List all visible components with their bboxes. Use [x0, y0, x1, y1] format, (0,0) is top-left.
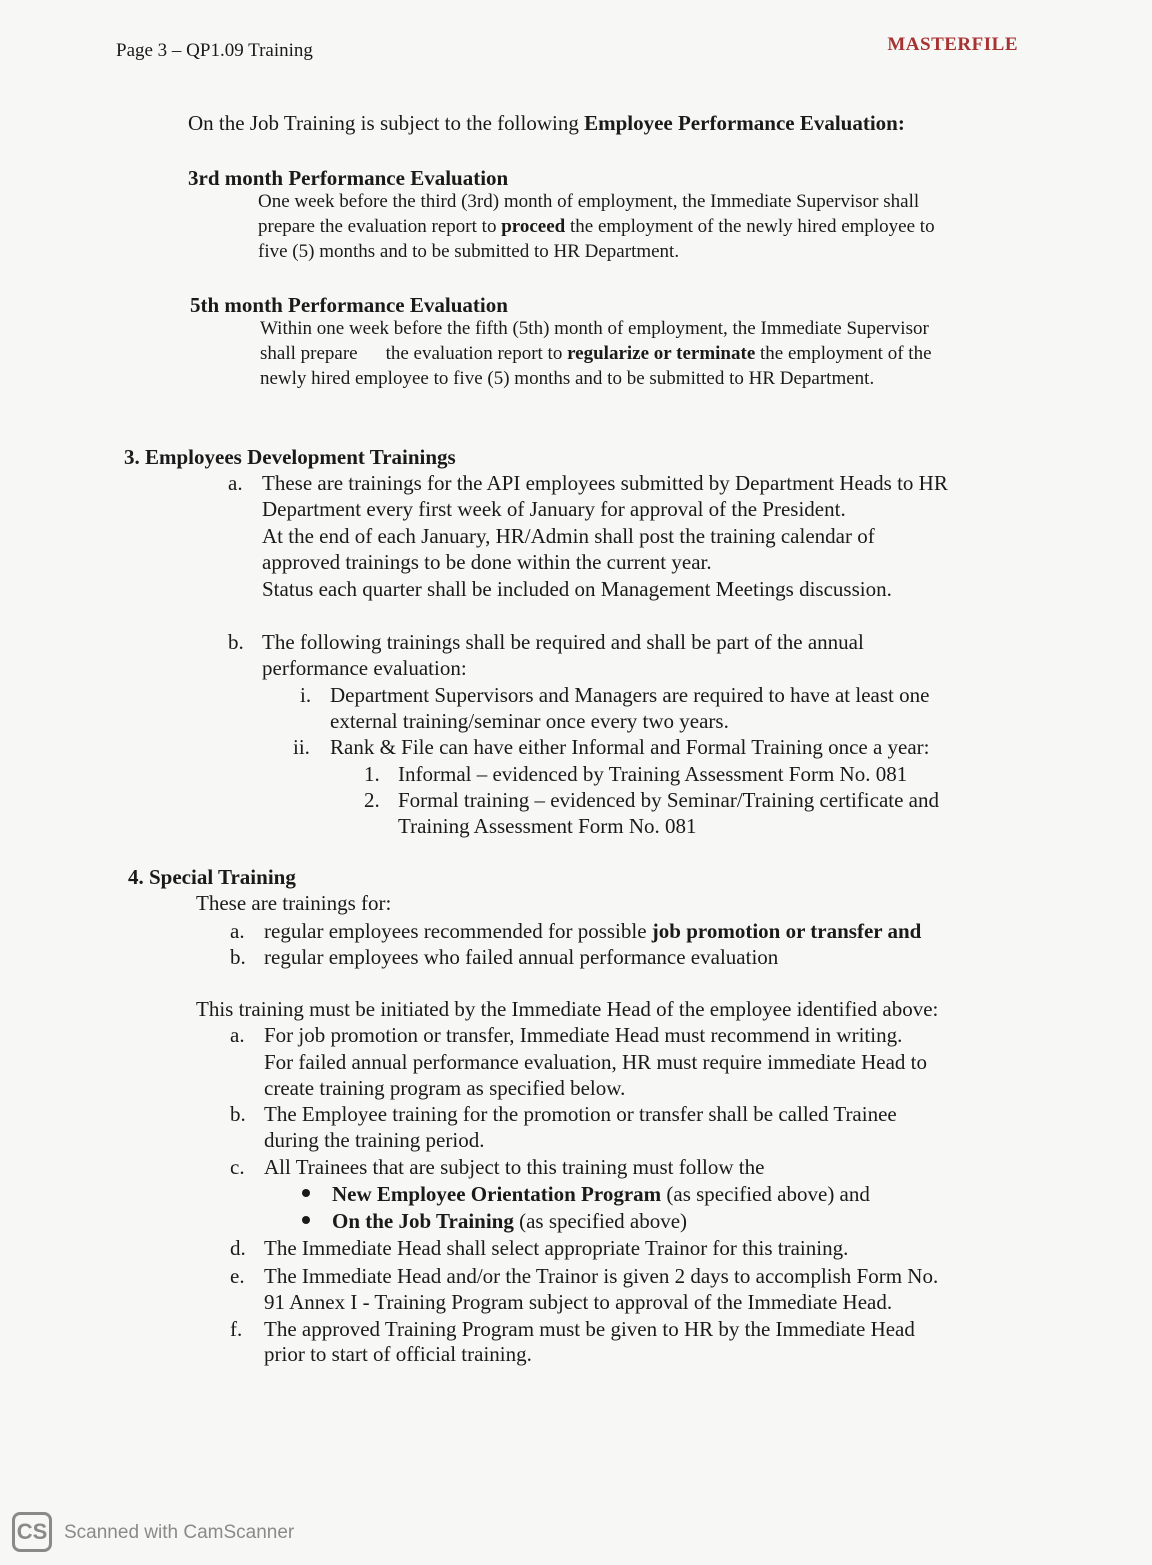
m5-line-1: Within one week before the fifth (5th) month of employment, the Immediate Supervisor: [260, 318, 929, 339]
m5-line-2: shall prepare the evaluation report to regularize or terminate the employment of the: [260, 343, 932, 364]
sec4-if-marker: f.: [230, 1317, 243, 1341]
sec4-ic-line-1: All Trainees that are subject to this training must follow the: [264, 1155, 765, 1179]
sec3-b-marker: b.: [228, 630, 244, 654]
sec4-ia-line-1: For job promotion or transfer, Immediate Head must recommend in writing.: [264, 1023, 903, 1047]
sec3-a-marker: a.: [228, 471, 243, 495]
sec3-i-line-1: Department Supervisors and Managers are required to have at least one: [330, 683, 930, 707]
sec3-a-line-3: At the end of each January, HR/Admin shall post the training calendar of: [262, 524, 875, 548]
sec3-n2-marker: 2.: [364, 788, 380, 812]
sec3-n1-line-1: Informal – evidenced by Training Assessment Form No. 081: [398, 762, 908, 786]
sec3-i-line-2: external training/seminar once every two years.: [330, 709, 729, 733]
sec4-ia-line-3: create training program as specified below.: [264, 1076, 626, 1100]
m3-title: 3rd month Performance Evaluation: [188, 166, 509, 190]
sec4-id-marker: d.: [230, 1236, 246, 1260]
sec4-ic-marker: c.: [230, 1155, 245, 1179]
sec3-b-line-2: performance evaluation:: [262, 656, 467, 680]
m3-line-3: five (5) months and to be submitted to HR Department.: [258, 241, 680, 262]
bullet-2-icon: [302, 1216, 310, 1224]
sec3-a-line-4: approved trainings to be done within the current year.: [262, 550, 712, 574]
sec3-n2-line-2: Training Assessment Form No. 081: [398, 814, 697, 838]
sec4-id-line-1: The Immediate Head shall select appropriate Trainor for this training.: [264, 1236, 849, 1260]
sec4-b-marker: b.: [230, 945, 246, 969]
sec3-a-line-2: Department every first week of January for approval of the President.: [262, 497, 846, 521]
sec4-ia-line-2: For failed annual performance evaluation, HR must require immediate Head to: [264, 1050, 928, 1074]
sec4-bullet-2: On the Job Training (as specified above): [332, 1209, 688, 1233]
sec4-ib-marker: b.: [230, 1102, 246, 1126]
sec4-ie-marker: e.: [230, 1264, 245, 1288]
sec3-n2-line-1: Formal training – evidenced by Seminar/Training certificate and: [398, 788, 939, 812]
sec4-b-line: regular employees who failed annual performance evaluation: [264, 945, 779, 969]
sec4-if-line-1: The approved Training Program must be given to HR by the Immediate Head: [264, 1317, 915, 1341]
camscanner-logo: CS: [12, 1512, 52, 1552]
sec4-ib-line-1: The Employee training for the promotion or transfer shall be called Trainee: [264, 1102, 897, 1126]
sec4-ia-marker: a.: [230, 1023, 245, 1047]
sec4-ie-line-1: The Immediate Head and/or the Trainor is given 2 days to accomplish Form No.: [264, 1264, 939, 1288]
sec3-a-line-1: These are trainings for the API employees submitted by Department Heads to HR: [262, 471, 948, 495]
m3-line-1: One week before the third (3rd) month of employment, the Immediate Supervisor shall: [258, 191, 920, 212]
sec4-title: 4. Special Training: [128, 865, 296, 889]
camscanner-watermark: Scanned with CamScanner: [64, 1522, 295, 1543]
sec3-n1-marker: 1.: [364, 762, 380, 786]
sec4-initiation: This training must be initiated by the Immediate Head of the employee identified above:: [196, 997, 939, 1021]
m5-line-3: newly hired employee to five (5) months and to be submitted to HR Department.: [260, 368, 875, 389]
sec4-ie-line-2: 91 Annex I - Training Program subject to approval of the Immediate Head.: [264, 1290, 893, 1314]
sec3-title: 3. Employees Development Trainings: [124, 445, 456, 469]
bullet-1-icon: [302, 1189, 310, 1197]
page-reference: Page 3 – QP1.09 Training: [116, 40, 313, 61]
sec4-if-line-2: prior to start of official training.: [264, 1342, 532, 1366]
sec4-bullet-1: New Employee Orientation Program (as specified above) and: [332, 1182, 870, 1206]
ojt-intro: On the Job Training is subject to the following Employee Performance Evaluation:: [188, 111, 905, 135]
sec4-a-marker: a.: [230, 919, 245, 943]
sec4-intro: These are trainings for:: [196, 891, 392, 915]
sec3-a-line-5: Status each quarter shall be included on Management Meetings discussion.: [262, 577, 892, 601]
sec3-b-line-1: The following trainings shall be required and shall be part of the annual: [262, 630, 864, 654]
sec3-i-marker: i.: [300, 683, 312, 707]
sec4-a-line: regular employees recommended for possible job promotion or transfer and: [264, 919, 922, 943]
m3-line-2: prepare the evaluation report to proceed the employment of the newly hired employee to: [258, 216, 935, 237]
sec3-ii-marker: ii.: [293, 735, 310, 759]
sec3-ii-line-1: Rank & File can have either Informal and Formal Training once a year:: [330, 735, 930, 759]
masterfile-stamp: MASTERFILE: [887, 34, 1018, 55]
sec4-ib-line-2: during the training period.: [264, 1128, 485, 1152]
m5-title: 5th month Performance Evaluation: [190, 293, 508, 317]
